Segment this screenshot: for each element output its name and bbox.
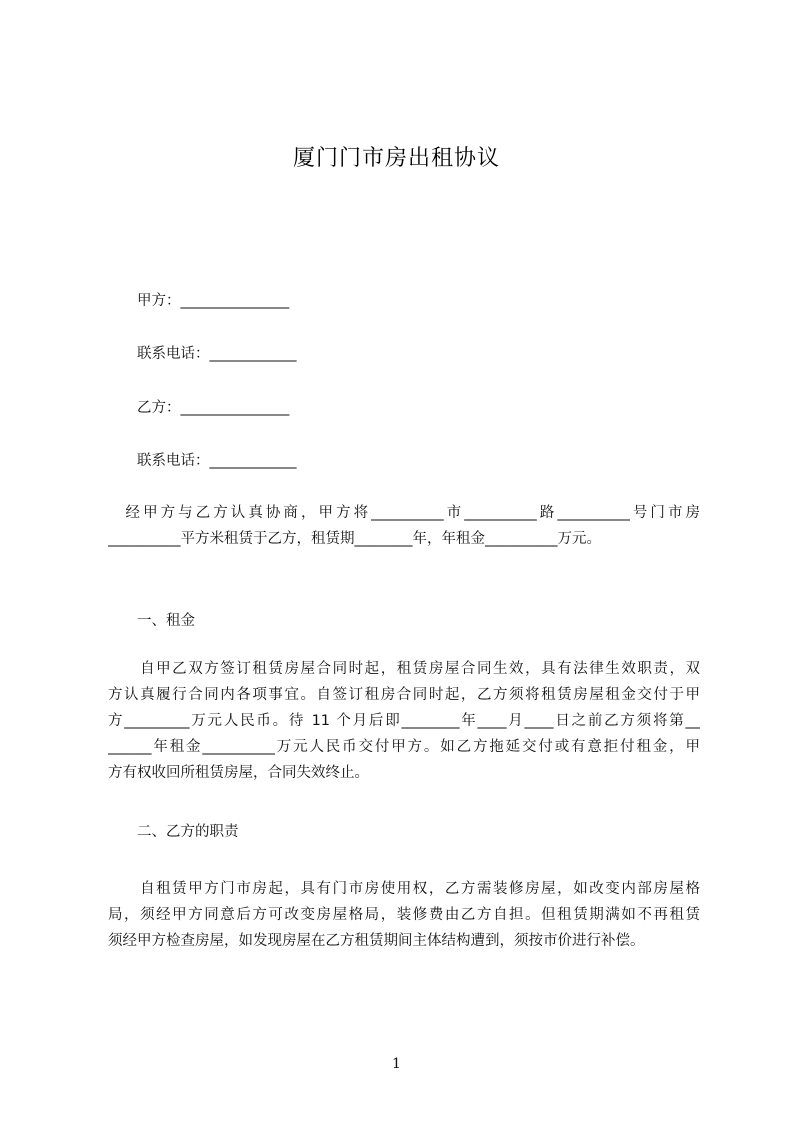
party-a-blank: _______________ [180, 293, 290, 309]
duties-line: 局，须经甲方同意后方可改变房屋格局，装修费由乙方自担。但租赁期满如不再租赁 [108, 907, 700, 923]
rent-line: 自甲乙双方签订租赁房屋合同时起，租赁房屋合同生效，具有法律生效职责，双 [108, 661, 700, 677]
rent-line: 方有权收回所租赁房屋，合同失效终止。 [108, 765, 369, 781]
page-number: 1 [392, 1056, 401, 1072]
party-b-label: 乙方： [137, 400, 181, 416]
party-b-blank: _______________ [180, 400, 290, 416]
rent-line: ______年租金__________万元人民币交付甲方。如乙方拖延交付或有意拒付租金，甲 [108, 739, 700, 755]
duties-paragraph [108, 876, 700, 954]
party-b-phone-label: 联系电话： [137, 453, 210, 469]
party-a-phone-field [137, 344, 297, 364]
intro-line: 经甲方与乙方认真协商，甲方将__________市__________路__________号门市房 [108, 505, 700, 521]
duties-line: 自租赁甲方门市房起，具有门市房使用权，乙方需装修房屋，如改变内部房屋格 [108, 881, 700, 897]
section-heading-duties: 二、乙方的职责 [137, 824, 239, 840]
party-a-phone-blank: ____________ [209, 346, 297, 362]
party-b-phone-field [137, 451, 297, 471]
party-a-field [137, 291, 289, 311]
document-title: 厦门门市房出租协议 [292, 146, 500, 171]
intro-paragraph [108, 500, 700, 552]
party-a-label: 甲方： [137, 293, 181, 309]
party-b-field [137, 398, 289, 418]
section-heading-rent: 一、租金 [137, 613, 195, 629]
rent-paragraph [108, 656, 700, 786]
duties-line: 须经甲方检查房屋，如发现房屋在乙方租赁期间主体结构遭到，须按市价进行补偿。 [108, 933, 645, 949]
rent-line: 方_________万元人民币。待 11 个月后即________年____月____日之前乙方须将第__ [108, 713, 700, 729]
rent-line: 方认真履行合同内各项事宜。自签订租房合同时起，乙方须将租赁房屋租金交付于甲 [108, 687, 700, 703]
intro-line: __________平方米租赁于乙方，租赁期________年，年租金__________万元。 [108, 531, 601, 547]
party-b-phone-blank: ____________ [209, 453, 297, 469]
party-a-phone-label: 联系电话： [137, 346, 210, 362]
